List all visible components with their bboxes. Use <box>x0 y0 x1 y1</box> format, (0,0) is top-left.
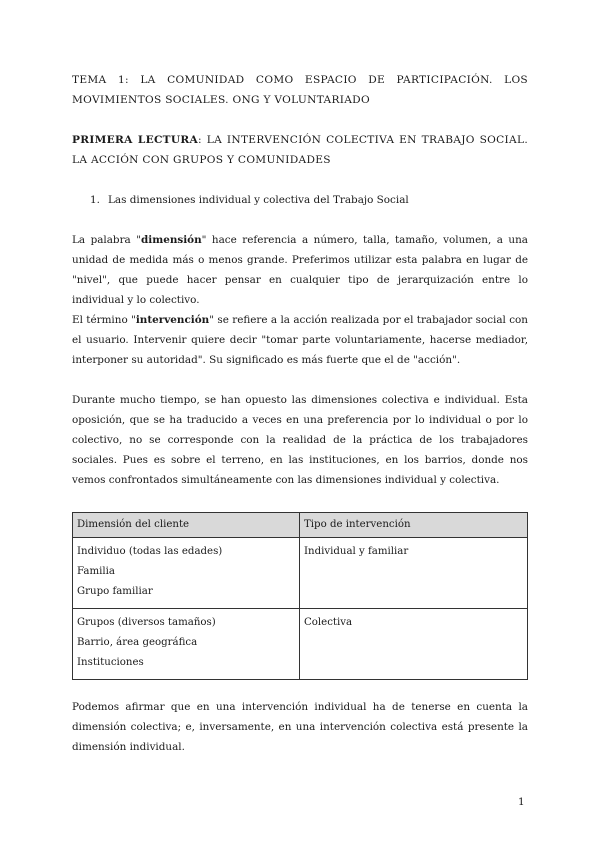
section-number: 1. <box>90 194 100 206</box>
section-heading <box>90 190 409 210</box>
table-cell-type: Individual y familiar <box>300 538 528 609</box>
paragraph-conclusion <box>72 697 528 757</box>
client-item: Barrio, área geográfica <box>77 637 198 648</box>
paragraph-text: " hace referencia a número, talla, tamaño, volumen, a una unidad de medida más o menos grande. Preferimos utilizar esta palabra en lugar de "nivel", que puede hacer pensar en cualquier tipo de jerarquización entre lo individual y lo colectivo. <box>72 234 528 306</box>
topic-heading-text: TEMA 1: LA COMUNIDAD COMO ESPACIO DE PARTICIPACIÓN. LOS MOVIMIENTOS SOCIALES. ONG Y VOLUNTARIADO <box>72 74 528 106</box>
section-title: Las dimensiones individual y colectiva del Trabajo Social <box>108 194 409 206</box>
table-header-type: Tipo de intervención <box>300 513 528 538</box>
table-cell-client <box>73 609 300 680</box>
paragraph-text: " se refiere a la acción realizada por el trabajador social con el usuario. Intervenir quiere decir "tomar parte voluntariamente, hacerse mediador, interponer su autoridad". Su significado es más fuerte que el de "acción". <box>72 314 529 366</box>
table-cell-type: Colectiva <box>300 609 528 680</box>
paragraph-text: Durante mucho tiempo, se han opuesto las dimensiones colectiva e individual. Esta oposición, que se ha traducido a veces en una preferencia por lo individual o por lo colectivo, no se corresponde con la realidad de la práctica de los trabajadores sociales. Pues es sobre el terreno, en las instituciones, en los barrios, donde nos vemos confrontados simultáneamente con las dimensiones individual y colectiva. <box>72 394 528 486</box>
table-header-client: Dimensión del cliente <box>73 513 300 538</box>
paragraph-text: El término " <box>72 314 136 326</box>
client-item: Instituciones <box>77 657 144 668</box>
reading-title: : LA INTERVENCIÓN COLECTIVA EN TRABAJO SOCIAL. LA ACCIÓN CON GRUPOS Y COMUNIDADES <box>72 134 528 166</box>
paragraph-text: La palabra " <box>72 234 141 246</box>
paragraph-intervention <box>72 310 528 370</box>
table-cell-client <box>73 538 300 609</box>
reading-heading <box>72 130 528 170</box>
client-item: Grupo familiar <box>77 586 153 597</box>
dimensions-table <box>72 512 528 680</box>
term-dimension: dimensión <box>141 234 202 246</box>
reading-label: PRIMERA LECTURA <box>72 134 199 146</box>
client-item: Individuo (todas las edades) <box>77 546 223 557</box>
paragraph-text: Podemos afirmar que en una intervención individual ha de tenerse en cuenta la dimensión colectiva; e, inversamente, en una intervención colectiva está presente la dimensión individual. <box>72 701 528 753</box>
table-row <box>73 609 528 680</box>
client-item: Familia <box>77 566 115 577</box>
topic-heading <box>72 70 528 110</box>
table-row <box>73 538 528 609</box>
page-number: 1 <box>518 796 525 808</box>
paragraph-dimension <box>72 230 528 310</box>
table-header-row <box>73 513 528 538</box>
client-item: Grupos (diversos tamaños) <box>77 617 216 628</box>
term-intervention: intervención <box>135 314 210 326</box>
paragraph-opposition <box>72 390 528 490</box>
